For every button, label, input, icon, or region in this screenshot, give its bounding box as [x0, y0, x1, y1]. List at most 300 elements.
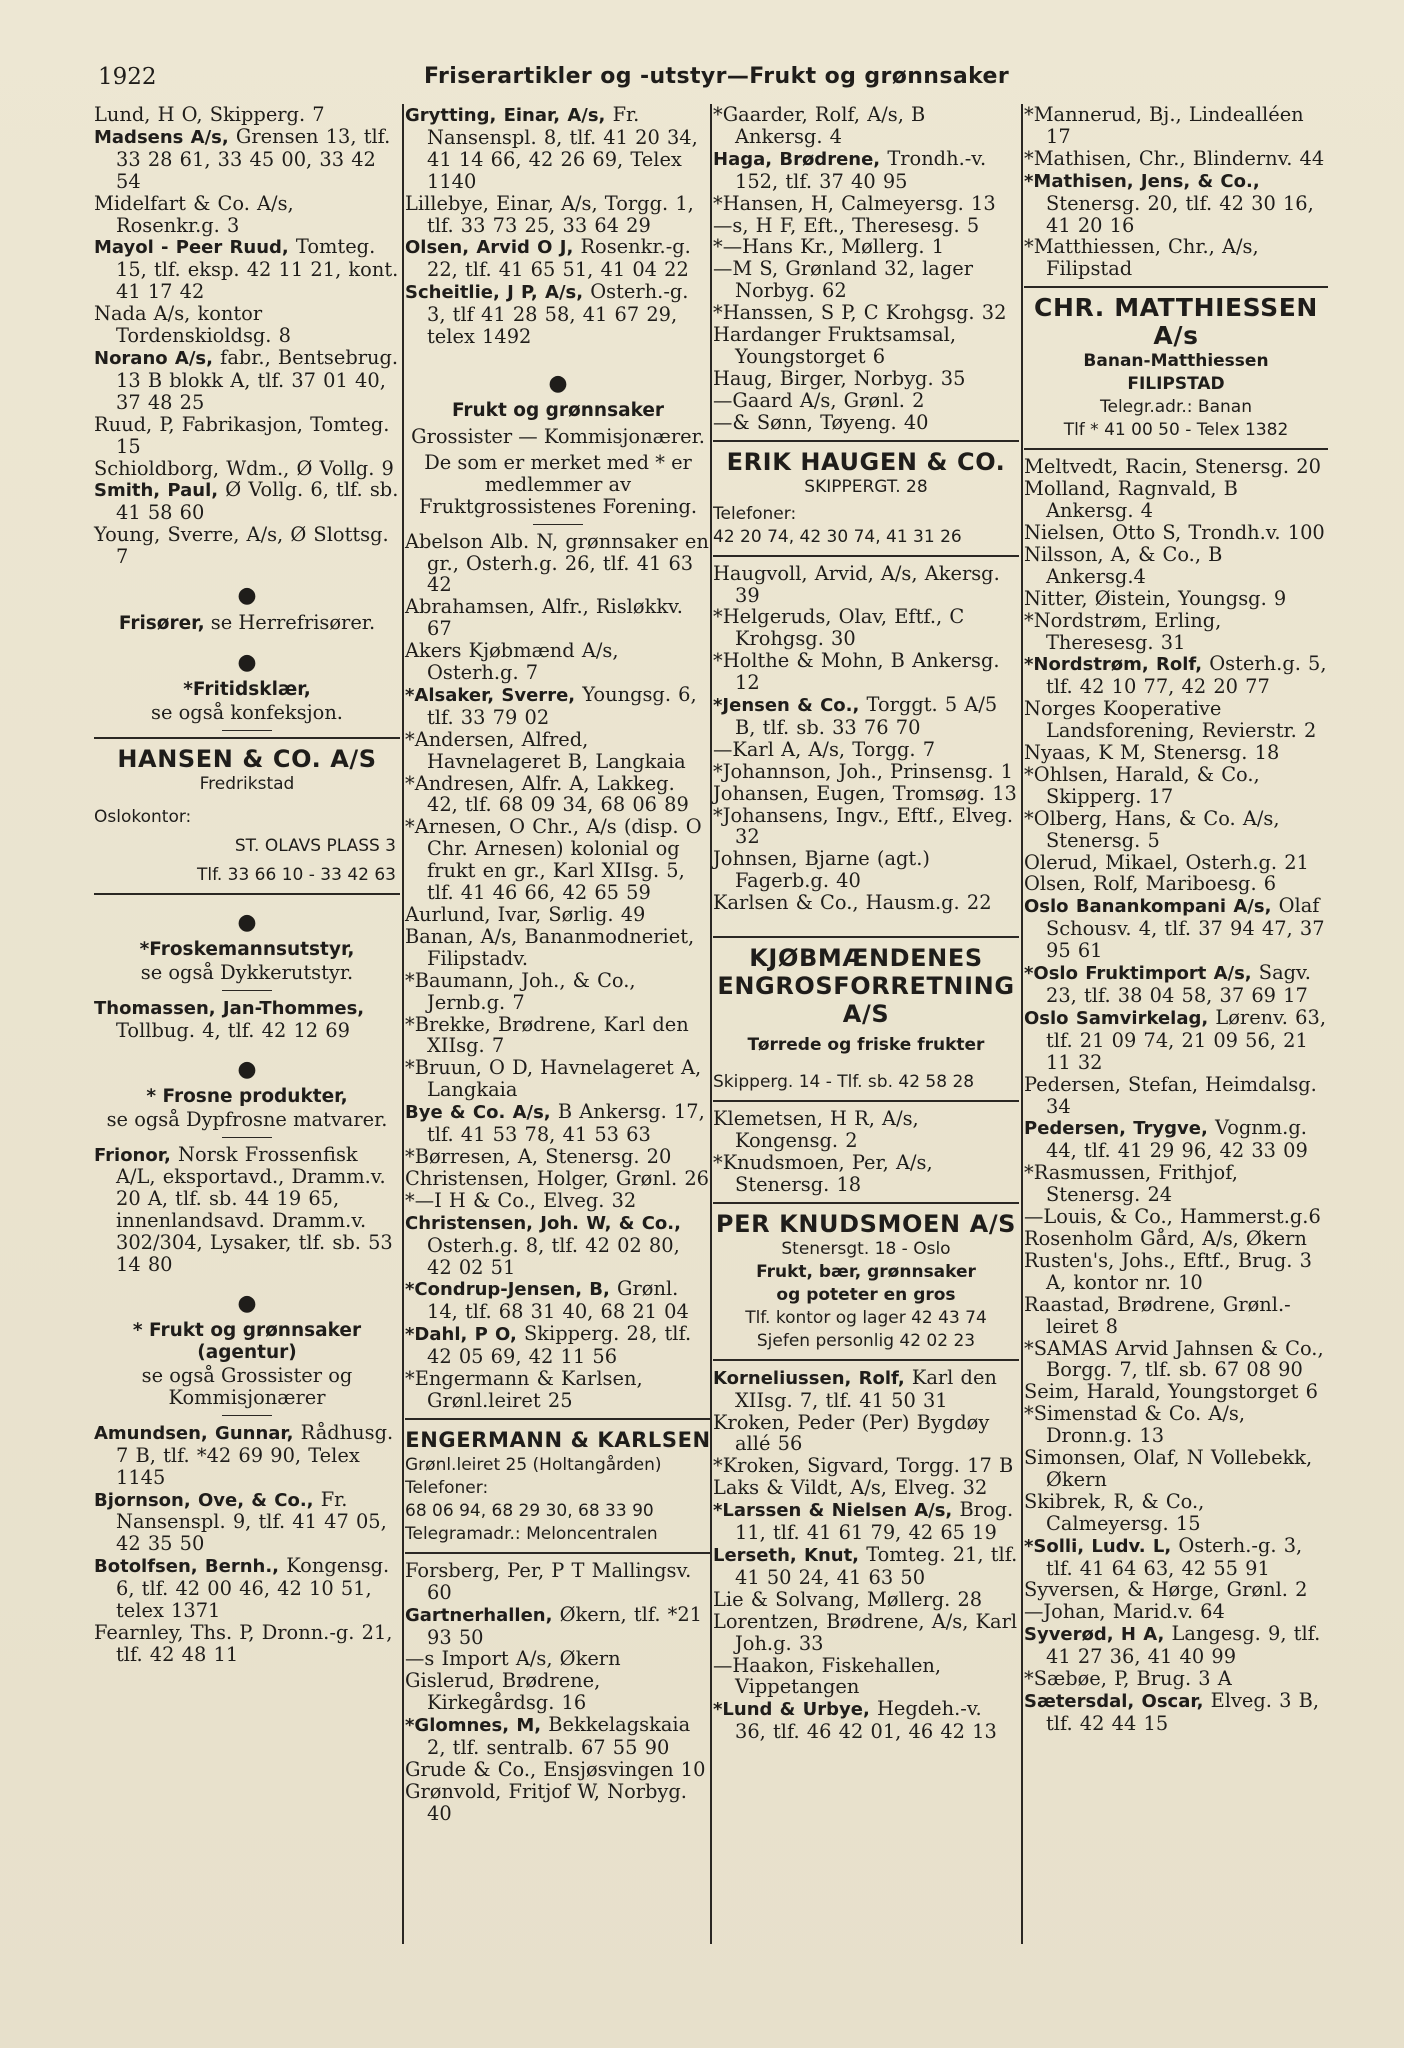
- entry-text: Pedersen, Stefan, Heimdalsg. 34: [1024, 1072, 1317, 1118]
- entry-name: Syverød, H A,: [1024, 1624, 1165, 1646]
- entry-text: Rusten's, Johs., Eftf., Brug. 3 A, kontor nr. 10: [1024, 1248, 1312, 1294]
- directory-entry: [713, 892, 1019, 914]
- section-note: De som er merket med * er medlemmer av Fruktgrossistenes Forening.: [418, 450, 698, 518]
- entry-text: Økern, tlf. *21 93 50: [427, 1602, 703, 1649]
- entry-list: [713, 104, 1019, 434]
- directory-entry: [94, 479, 400, 524]
- directory-entry: [94, 104, 400, 126]
- directory-entry: [1024, 1228, 1328, 1250]
- directory-entry: [405, 1190, 711, 1212]
- entry-text: Osterh.g. 5, tlf. 42 10 77, 42 20 77: [1046, 652, 1327, 699]
- entry-text: Olaf Schousv. 4, tlf. 37 94 47, 37 95 61: [1046, 894, 1325, 963]
- directory-entry: [713, 606, 1019, 650]
- entry-list: [94, 1422, 400, 1666]
- entry-text: —Haakon, Fiskehallen, Vippetangen: [713, 1653, 942, 1699]
- entry-text: Sagv. 23, tlf. 38 04 58, 37 69 17: [1046, 961, 1311, 1007]
- entry-text: *Andersen, Alfred, Havnelageret B, Langkaia: [405, 727, 686, 773]
- ad-tel-label: Telefoner:: [405, 1477, 489, 1498]
- entry-text: Abrahamsen, Alfr., Risløkkv. 67: [405, 595, 683, 641]
- entry-name: Frionor,: [94, 1144, 171, 1166]
- directory-entry: [405, 104, 711, 193]
- directory-entry: [1024, 873, 1328, 895]
- directory-entry: [405, 1323, 711, 1368]
- directory-entry: [405, 1670, 711, 1714]
- entry-list: [713, 1367, 1019, 1743]
- ad-phones: Tlf. 33 66 10 - 33 42 63: [196, 864, 396, 885]
- entry-text: Akers Kjøbmænd A/s, Osterh.g. 7: [405, 639, 619, 685]
- ad-title-2: ENGROSFORRETNING A/S: [717, 972, 1015, 1029]
- directory-entry: [713, 739, 1019, 761]
- ad-tel-label: Telefoner:: [713, 503, 797, 524]
- section-bullet: ●: [237, 583, 257, 609]
- directory-entry: [1024, 1668, 1328, 1690]
- ad-address: SKIPPERGT. 28: [804, 476, 928, 497]
- directory-entry: [1024, 1579, 1328, 1601]
- directory-entry: [713, 1367, 1019, 1412]
- directory-entry: [1024, 742, 1328, 764]
- entry-text: *Hanssen, S P, C Krohgsg. 32: [713, 301, 1007, 325]
- entry-text: —s Import A/s, Økern: [405, 1647, 621, 1671]
- entry-text: Syversen, & Hørge, Grønl. 2: [1024, 1578, 1308, 1602]
- entry-text: Tollbug. 4, tlf. 42 12 69: [116, 1018, 350, 1042]
- entry-text: *—I H & Co., Elveg. 32: [405, 1188, 637, 1212]
- column-1: [94, 104, 400, 1666]
- directory-entry: [405, 236, 711, 281]
- directory-entry: [1024, 588, 1328, 610]
- entry-text: Haug, Birger, Norbyg. 35: [713, 366, 966, 390]
- section-froskemann: *Froskemannsutstyr,: [139, 938, 355, 960]
- section-frukt-agentur: * Frukt og grønnsaker (agentur): [132, 1320, 362, 1363]
- entry-text: Tomteg. 21, tlf. 41 50 24, 41 63 50: [735, 1542, 1018, 1589]
- entry-text: Brog. 11, tlf. 41 61 79, 42 65 19: [735, 1498, 1014, 1545]
- section-frukt: Frukt og grønnsaker: [451, 399, 665, 421]
- entry-text: Forsberg, Per, P T Mallingsv. 60: [405, 1558, 692, 1604]
- entry-text: Nada A/s, kontor Tordenskioldsg. 8: [94, 302, 291, 348]
- entry-text: Nilsson, A, & Co., B Ankersg.4: [1024, 542, 1223, 588]
- entry-text: *Johannson, Joh., Prinsensg. 1: [713, 759, 1013, 783]
- directory-entry: [405, 531, 711, 597]
- entry-list: [713, 1108, 1019, 1196]
- directory-entry: [94, 347, 400, 414]
- section-subtitle: se også konfeksjon.: [151, 701, 343, 725]
- entry-name: *Larssen & Nielsen A/s,: [713, 1500, 953, 1522]
- entry-text: Grude & Co., Ensjøsvingen 10: [405, 1758, 706, 1781]
- directory-entry: [405, 1057, 711, 1101]
- directory-entry: [405, 1014, 711, 1058]
- entry-name: Mayol - Peer Ruud,: [94, 237, 289, 259]
- entry-text: Meltvedt, Racin, Stenersg. 20: [1024, 455, 1321, 479]
- entry-name: Pedersen, Trygve,: [1024, 1118, 1208, 1140]
- ad-subtitle: Tørrede og friske frukter: [747, 1035, 985, 1056]
- ad-knudsmoen: [713, 1202, 1019, 1361]
- entry-text: Schioldborg, Wdm., Ø Vollg. 9: [94, 456, 394, 480]
- directory-entry: [405, 684, 711, 729]
- section-bullet: ●: [237, 909, 257, 935]
- entry-text: —Johan, Marid.v. 64: [1024, 1600, 1225, 1624]
- entry-text: *Simenstad & Co. A/s, Dronn.g. 13: [1024, 1402, 1245, 1448]
- entry-text: —M S, Grønland 32, lager Norbyg. 62: [713, 257, 973, 303]
- ad-phone-1: Tlf. kontor og lager 42 43 74: [745, 1307, 987, 1328]
- entry-text: Lørenv. 63, tlf. 21 09 74, 21 09 56, 21 11 32: [1046, 1005, 1326, 1074]
- directory-entry: [1024, 698, 1328, 742]
- directory-entry: [405, 1781, 711, 1825]
- entry-text: Seim, Harald, Youngstorget 6: [1024, 1380, 1318, 1404]
- entry-name: *Solli, Ludv. L,: [1024, 1535, 1172, 1557]
- entry-text: *Rasmussen, Frithjof, Stenersg. 24: [1024, 1161, 1238, 1207]
- entry-name: Smith, Paul,: [94, 480, 219, 502]
- directory-entry: [1024, 1601, 1328, 1623]
- entry-text: *Hansen, H, Calmeyersg. 13: [713, 191, 996, 215]
- entry-name: Scheitlie, J P, A/s,: [405, 282, 584, 304]
- ad-phones: Skipperg. 14 - Tlf. sb. 42 58 28: [713, 1072, 975, 1093]
- ad-subtitle: Banan-Matthiessen: [1083, 351, 1269, 372]
- directory-entry: [713, 1589, 1019, 1611]
- entry-text: Olerud, Mikael, Osterh.g. 21: [1024, 850, 1309, 874]
- entry-text: Christensen, Holger, Grønl. 26: [405, 1166, 710, 1190]
- ad-title: HANSEN & CO. A/S: [117, 744, 377, 773]
- directory-entry: [713, 783, 1019, 805]
- ad-place: FILIPSTAD: [1127, 374, 1225, 395]
- directory-entry: [713, 694, 1019, 739]
- ad-office-label: Oslokontor:: [94, 806, 192, 827]
- section-bullet: ●: [237, 1056, 257, 1082]
- column-divider: [402, 104, 404, 1944]
- entry-text: Karlsen & Co., Hausm.g. 22: [713, 891, 992, 915]
- entry-text: *SAMAS Arvid Jahnsen & Co., Borgg. 7, tlf. sb. 67 08 90: [1024, 1336, 1324, 1382]
- entry-text: Lund, H O, Skipperg. 7: [94, 103, 325, 126]
- directory-entry: [1024, 236, 1328, 280]
- section-fritidsklaer: *Fritidsklær,: [183, 679, 311, 701]
- section-subtitle: Grossister — Kommisjonærer.: [411, 424, 705, 448]
- directory-entry: [405, 1146, 711, 1168]
- entry-list: [405, 531, 711, 1412]
- entry-text: —Karl A, A/s, Torgg. 7: [713, 737, 936, 761]
- divider: [222, 990, 272, 991]
- entry-text: Nyaas, K M, Stenersg. 18: [1024, 741, 1280, 765]
- directory-entry: [1024, 104, 1328, 148]
- ad-address: Grønl.leiret 25 (Holtangården): [405, 1454, 662, 1475]
- ad-phones: Tlf * 41 00 50 - Telex 1382: [1063, 420, 1289, 441]
- entry-text: Kroken, Peder (Per) Bygdøy allé 56: [713, 1410, 990, 1456]
- directory-entry: [94, 1489, 400, 1556]
- directory-entry: [1024, 1535, 1328, 1580]
- entry-text: *Gaarder, Rolf, A/s, B Ankersg. 4: [713, 103, 926, 148]
- entry-text: Ø Vollg. 6, tlf. sb. 41 58 60: [116, 478, 399, 525]
- ad-subtitle: Frukt, bær, grønnsaker: [756, 1261, 976, 1282]
- section-bullet: ●: [237, 1291, 257, 1316]
- entry-text: *Brekke, Brødrene, Karl den XIIsg. 7: [405, 1012, 689, 1058]
- entry-text: *Mathisen, Chr., Blindernv. 44: [1024, 146, 1325, 170]
- entry-text: *Sæbøe, P, Brug. 3 A: [1024, 1667, 1232, 1691]
- ad-address: Stenersgt. 18 - Oslo: [781, 1238, 951, 1259]
- directory-entry: [94, 414, 400, 458]
- entry-text: *Johansens, Ingv., Eftf., Elveg. 32: [713, 803, 1014, 849]
- entry-text: Grønvold, Fritjof W, Norbyg. 40: [405, 1779, 687, 1825]
- entry-text: Bekkelagskaia 2, tlf. sentralb. 67 55 90: [427, 1713, 691, 1760]
- directory-entry: [94, 193, 400, 237]
- entry-name: Korneliussen, Rolf,: [713, 1367, 905, 1389]
- entry-text: Tomteg. 15, tlf. eksp. 42 11 21, kont. 41 17 42: [116, 235, 399, 304]
- directory-entry: [1024, 1007, 1328, 1074]
- directory-entry: [1024, 1491, 1328, 1535]
- ad-title: PER KNUDSMOEN A/S: [715, 1209, 1017, 1238]
- directory-entry: [713, 1655, 1019, 1699]
- entry-text: Torggt. 5 A/5 B, tlf. sb. 33 76 70: [735, 693, 998, 739]
- entry-text: Johnsen, Bjarne (agt.) Fagerb.g. 40: [713, 847, 930, 893]
- directory-entry: [1024, 456, 1328, 478]
- entry-text: Klemetsen, H R, A/s, Kongensg. 2: [713, 1107, 919, 1152]
- entry-text: Hardanger Fruktsamsal, Youngstorget 6: [713, 323, 957, 368]
- directory-entry: [713, 1499, 1019, 1544]
- directory-entry: [94, 1622, 400, 1666]
- directory-entry: [1024, 852, 1328, 874]
- entry-text: Grensen 13, tlf. 33 28 61, 33 45 00, 33 42 54: [116, 124, 391, 193]
- directory-entry: [405, 1604, 711, 1649]
- entry-name: *Jensen & Co.,: [713, 695, 860, 717]
- entry-text: *—Hans Kr., Møllerg. 1: [713, 235, 945, 259]
- directory-entry: [405, 1368, 711, 1412]
- directory-entry: [713, 390, 1019, 412]
- ad-title: KJØBMÆNDENES: [749, 944, 983, 973]
- entry-name: *Condrup-Jensen, B,: [405, 1279, 610, 1301]
- entry-text: Fr. Nansenspl. 9, tlf. 41 47 05, 42 35 50: [116, 1487, 387, 1556]
- section-frisorer: Frisører, se Herrefrisører.: [118, 611, 376, 635]
- entry-text: Osterh.-g. 3, tlf 41 28 58, 41 67 29, telex 1492: [427, 280, 689, 349]
- directory-entry: [1024, 764, 1328, 808]
- directory-entry: [405, 1759, 711, 1781]
- directory-entry: [1024, 1294, 1328, 1338]
- directory-entry: [405, 926, 711, 970]
- column-divider: [1021, 104, 1023, 1944]
- directory-entry: [405, 816, 711, 904]
- directory-entry: [94, 997, 400, 1042]
- entry-text: Nielsen, Otto S, Trondh.v. 100: [1024, 520, 1325, 544]
- entry-text: Norges Kooperative Landsforening, Revierstr. 2: [1024, 697, 1317, 743]
- section-frosne: * Frosne produkter,: [146, 1085, 348, 1107]
- entry-text: —Gaard A/s, Grønl. 2: [713, 388, 925, 412]
- directory-entry: [713, 848, 1019, 892]
- entry-text: Lillebye, Einar, A/s, Torgg. 1, tlf. 33 73 25, 33 64 29: [405, 191, 694, 237]
- entry-name: Madsens A/s,: [94, 126, 229, 148]
- directory-entry: [1024, 653, 1328, 698]
- entry-text: Vognm.g. 44, tlf. 41 29 96, 42 33 09: [1046, 1116, 1308, 1163]
- directory-entry: [713, 236, 1019, 258]
- entry-name: Oslo Samvirkelag,: [1024, 1007, 1209, 1029]
- entry-text: Olsen, Rolf, Mariboesg. 6: [1024, 872, 1277, 896]
- ad-telegram: Telegr.adr.: Banan: [1100, 397, 1252, 418]
- entry-name: Olsen, Arvid O J,: [405, 237, 574, 259]
- directory-entry: [713, 324, 1019, 368]
- entry-text: Stenersg. 20, tlf. 42 30 16, 41 20 16: [1046, 191, 1314, 237]
- entry-text: Haugvoll, Arvid, A/s, Akersg. 39: [713, 561, 1000, 607]
- entry-text: Fr. Nansenspl. 8, tlf. 41 20 34, 41 14 66, 42 26 69, Telex 1140: [427, 103, 698, 193]
- entry-name: Norano A/s,: [94, 347, 213, 369]
- column-2: [405, 104, 711, 1825]
- directory-entry: [713, 1477, 1019, 1499]
- entry-text: —s, H F, Eft., Theresesg. 5: [713, 213, 980, 237]
- entry-text: Abelson Alb. N, grønnsaker en gr., Osterh.g. 26, tlf. 41 63 42: [405, 529, 709, 597]
- directory-entry: [713, 148, 1019, 193]
- directory-entry: [1024, 1162, 1328, 1206]
- section-bullet: ●: [548, 370, 568, 396]
- entry-list: [94, 104, 400, 568]
- directory-entry: [94, 236, 400, 303]
- entry-text: Laks & Vildt, A/s, Elveg. 32: [713, 1476, 988, 1500]
- entry-name: Haga, Brødrene,: [713, 148, 881, 170]
- directory-entry: [713, 650, 1019, 694]
- entry-name: Botolfsen, Bernh.,: [94, 1556, 280, 1578]
- directory-entry: [1024, 478, 1328, 522]
- entry-list: [94, 1144, 400, 1276]
- directory-entry: [713, 193, 1019, 215]
- entry-text: *Børresen, A, Stenersg. 20: [405, 1144, 672, 1168]
- entry-text: *Kroken, Sigvard, Torgg. 17 B: [713, 1454, 1014, 1478]
- entry-text: *Andresen, Alfr. A, Lakkeg. 42, tlf. 68 09 34, 68 06 89: [405, 771, 689, 817]
- directory-entry: [713, 1611, 1019, 1655]
- entry-text: Karl den XIIsg. 7, tlf. 41 50 31: [735, 1365, 997, 1412]
- directory-entry: [94, 303, 400, 347]
- directory-entry: [1024, 610, 1328, 654]
- entry-text: *Knudsmoen, Per, A/s, Stenersg. 18: [713, 1150, 933, 1196]
- entry-text: Elveg. 3 B, tlf. 42 44 15: [1046, 1689, 1320, 1735]
- section-subtitle: se også Grossister og Kommisjonærer: [141, 1364, 353, 1409]
- entry-name: Oslo Banankompani A/s,: [1024, 896, 1272, 918]
- entry-name: Lerseth, Knut,: [713, 1544, 860, 1566]
- directory-entry: [713, 761, 1019, 783]
- entry-text: Gislerud, Brødrene, Kirkegårdsg. 16: [405, 1669, 601, 1715]
- ad-city: Fredrikstad: [199, 773, 295, 794]
- entry-name: *Alsaker, Sverre,: [405, 684, 576, 706]
- entry-text: Fearnley, Ths. P, Dronn.-g. 21, tlf. 42 48 11: [94, 1620, 393, 1666]
- entry-text: Rosenholm Gård, A/s, Økern: [1024, 1226, 1307, 1250]
- directory-entry: [1024, 522, 1328, 544]
- entry-text: *Helgeruds, Olav, Eftf., C Krohgsg. 30: [713, 605, 965, 651]
- entry-text: Lie & Solvang, Møllerg. 28: [713, 1587, 983, 1611]
- directory-entry: [405, 596, 711, 640]
- ad-haugen: [713, 440, 1019, 557]
- entry-text: —Louis, & Co., Hammerst.g.6: [1024, 1205, 1321, 1229]
- directory-entry: [713, 368, 1019, 390]
- directory-entry: [405, 904, 711, 926]
- entry-name: Grytting, Einar, A/s,: [405, 105, 606, 126]
- entry-text: *Mannerud, Bj., Lindealléen 17: [1024, 103, 1304, 148]
- section-subtitle: se også Dykkerutstyr.: [140, 960, 354, 984]
- entry-text: Hegdeh.-v. 36, tlf. 46 42 01, 46 42 13: [735, 1697, 997, 1744]
- directory-entry: [713, 1455, 1019, 1477]
- directory-entry: [405, 729, 711, 773]
- directory-entry: [1024, 1074, 1328, 1118]
- entry-text: B Ankersg. 17, tlf. 41 53 78, 41 53 63: [427, 1100, 705, 1147]
- entry-list: [94, 997, 400, 1042]
- entry-text: Simonsen, Olaf, N Vollebekk, Økern: [1024, 1446, 1313, 1491]
- entry-text: *Bruun, O D, Havnelageret A, Langkaia: [405, 1056, 702, 1102]
- directory-entry: [1024, 1447, 1328, 1491]
- directory-entry: [405, 970, 711, 1014]
- entry-name: Sætersdal, Oscar,: [1024, 1691, 1204, 1712]
- entry-name: Gartnerhallen,: [405, 1604, 553, 1626]
- entry-text: Young, Sverre, A/s, Ø Slottsg. 7: [94, 523, 389, 569]
- entry-list: [713, 563, 1019, 915]
- page-number: 1922: [98, 64, 157, 90]
- entry-text: *Nordstrøm, Erling, Theresesg. 31: [1024, 608, 1222, 654]
- entry-text: fabr., Bentsebrug. 13 B blokk A, tlf. 37 01 40, 37 48 25: [116, 345, 399, 414]
- column-3: [713, 104, 1019, 1743]
- entry-text: Nitter, Øistein, Youngsg. 9: [1024, 586, 1287, 610]
- directory-entry: [1024, 1250, 1328, 1294]
- ad-telegram: Telegramadr.: Meloncentralen: [405, 1523, 658, 1544]
- directory-entry: [713, 1544, 1019, 1589]
- entry-text: Osterh.-g. 3, tlf. 41 64 63, 42 55 91: [1046, 1533, 1303, 1580]
- directory-entry: [713, 302, 1019, 324]
- entry-text: Raastad, Brødrene, Grønl.-leiret 8: [1024, 1292, 1291, 1338]
- entry-text: Skibrek, R, & Co., Calmeyersg. 15: [1024, 1489, 1205, 1535]
- ad-title: ERIK HAUGEN & CO.: [726, 447, 1006, 476]
- directory-entry: [405, 281, 711, 348]
- directory-entry: [1024, 808, 1328, 852]
- entry-text: Langesg. 9, tlf. 41 27 36, 41 40 99: [1046, 1622, 1321, 1669]
- entry-list: [405, 1560, 711, 1825]
- ad-phones: 68 06 94, 68 29 30, 68 33 90: [405, 1500, 654, 1521]
- entry-name: *Oslo Fruktimport A/s,: [1024, 963, 1252, 985]
- divider: [533, 524, 583, 525]
- ad-title: CHR. MATTHIESSEN A/s: [1034, 293, 1318, 351]
- entry-text: *Arnesen, O Chr., A/s (disp. O Chr. Arnesen) kolonial og frukt en gr., Karl XIIsg. 5, tlf. 41 46 66, 42 65 59: [405, 815, 702, 905]
- ad-subtitle-2: og poteter en gros: [776, 1284, 956, 1305]
- directory-entry: [405, 1212, 711, 1279]
- entry-list: [405, 104, 711, 348]
- directory-entry: [713, 1152, 1019, 1196]
- directory-entry: [405, 640, 711, 684]
- divider: [222, 730, 272, 731]
- section-subtitle: se også Dypfrosne matvarer.: [106, 1107, 388, 1131]
- directory-entry: [1024, 1690, 1328, 1735]
- entry-text: Rosenkr.-g. 22, tlf. 41 65 51, 41 04 22: [427, 235, 691, 282]
- divider: [222, 1415, 272, 1416]
- directory-entry: [1024, 170, 1328, 237]
- ad-phones: 42 20 74, 42 30 74, 41 31 26: [713, 526, 962, 547]
- entry-name: *Mathisen, Jens, & Co.,: [1024, 170, 1260, 192]
- entry-text: *Olberg, Hans, & Co. A/s, Stenersg. 5: [1024, 806, 1280, 852]
- directory-entry: [1024, 1403, 1328, 1447]
- directory-entry: [94, 458, 400, 480]
- directory-entry: [94, 1144, 400, 1276]
- directory-entry: [94, 1422, 400, 1489]
- entry-text: Osterh.g. 8, tlf. 42 02 80, 42 02 51: [427, 1233, 680, 1279]
- entry-text: Banan, A/s, Bananmodneriet, Filipstadv.: [405, 924, 695, 970]
- entry-list: [1024, 456, 1328, 1735]
- entry-text: *Holthe & Mohn, B Ankersg. 12: [713, 649, 1000, 695]
- directory-entry: [405, 193, 711, 237]
- entry-name: *Nordstrøm, Rolf,: [1024, 654, 1203, 676]
- directory-entry: [405, 1560, 711, 1604]
- directory-entry: [94, 126, 400, 193]
- directory-entry: [405, 1648, 711, 1670]
- directory-entry: [405, 1101, 711, 1146]
- directory-entry: [713, 1698, 1019, 1743]
- ad-engermann: [405, 1418, 711, 1554]
- directory-entry: [1024, 148, 1328, 170]
- entry-name: *Dahl, P O,: [405, 1324, 517, 1346]
- entry-text: Norsk Frossenfisk A/L, eksportavd., Dramm.v. 20 A, tlf. sb. 44 19 65, innenlandsavd. Dramm.v. 302/304, Lysaker, tlf. sb. 53 14 80: [116, 1142, 393, 1277]
- entry-name: Christensen, Joh. W, & Co.,: [405, 1212, 681, 1234]
- page-title: Friserartikler og -utstyr—Frukt og grønnsaker: [424, 64, 1010, 89]
- entry-name: Bjornson, Ove, & Co.,: [94, 1489, 314, 1511]
- entry-text: Kongensg. 6, tlf. 42 00 46, 42 10 51, telex 1371: [116, 1554, 390, 1623]
- entry-text: Skipperg. 28, tlf. 42 05 69, 42 11 56: [427, 1322, 692, 1369]
- column-4: [1024, 104, 1328, 1735]
- directory-entry: [1024, 1623, 1328, 1668]
- directory-entry: [94, 1555, 400, 1622]
